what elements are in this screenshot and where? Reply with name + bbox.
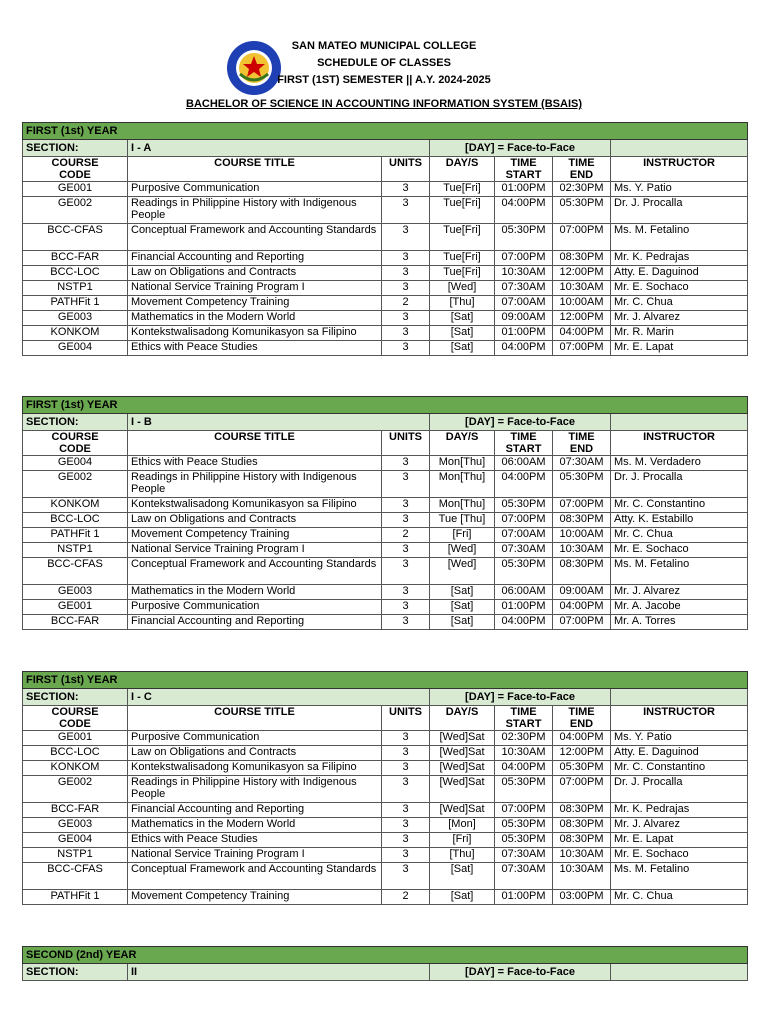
col-header-code: COURSE CODE <box>23 157 128 182</box>
document-header <box>0 36 768 116</box>
table-row <box>23 818 748 833</box>
instructor: Mr. A. Torres <box>611 615 748 630</box>
col-header-end: TIME END <box>553 706 611 731</box>
course-units: 3 <box>382 761 430 776</box>
time-end: 08:30PM <box>553 513 611 528</box>
course-days: [Sat] <box>430 341 495 356</box>
table-row <box>23 456 748 471</box>
course-days: Tue[Fri] <box>430 251 495 266</box>
course-code: BCC-FAR <box>23 251 128 266</box>
time-start: 05:30PM <box>495 558 553 585</box>
col-header-start: TIME START <box>495 431 553 456</box>
section-blank <box>611 964 748 981</box>
course-code: NSTP1 <box>23 281 128 296</box>
instructor: Atty. E. Daguinod <box>611 746 748 761</box>
course-title: Readings in Philippine History with Indigenous People <box>128 776 382 803</box>
time-end: 03:00PM <box>553 890 611 905</box>
course-title: Ethics with Peace Studies <box>128 456 382 471</box>
table-row <box>23 251 748 266</box>
time-start: 07:30AM <box>495 863 553 890</box>
col-header-end: TIME END <box>553 157 611 182</box>
time-end: 07:00PM <box>553 341 611 356</box>
course-title: Financial Accounting and Reporting <box>128 615 382 630</box>
course-units: 2 <box>382 890 430 905</box>
table-row <box>23 615 748 630</box>
course-units: 3 <box>382 585 430 600</box>
time-start: 04:00PM <box>495 471 553 498</box>
course-units: 3 <box>382 818 430 833</box>
instructor: Mr. K. Pedrajas <box>611 251 748 266</box>
course-units: 3 <box>382 311 430 326</box>
instructor: Ms. M. Verdadero <box>611 456 748 471</box>
schedule-block-2 <box>22 396 747 630</box>
document-title: SCHEDULE OF CLASSES <box>317 57 451 69</box>
course-days: [Sat] <box>430 311 495 326</box>
course-code: BCC-FAR <box>23 615 128 630</box>
course-units: 3 <box>382 848 430 863</box>
col-header-end: TIME END <box>553 431 611 456</box>
course-code: GE002 <box>23 471 128 498</box>
semester-line: FIRST (1ST) SEMESTER || A.Y. 2024-2025 <box>277 74 491 86</box>
schedule-block-3 <box>22 671 747 905</box>
course-units: 3 <box>382 498 430 513</box>
instructor: Mr. J. Alvarez <box>611 818 748 833</box>
course-code: PATHFit 1 <box>23 296 128 311</box>
col-header-units: UNITS <box>382 706 430 731</box>
section-blank <box>611 414 748 431</box>
course-days: [Sat] <box>430 326 495 341</box>
table-row <box>23 182 748 197</box>
section-value: I - C <box>128 689 430 706</box>
course-title: Law on Obligations and Contracts <box>128 513 382 528</box>
instructor: Atty. K. Estabillo <box>611 513 748 528</box>
table-row <box>23 326 748 341</box>
course-code: GE001 <box>23 182 128 197</box>
course-days: Tue[Fri] <box>430 182 495 197</box>
course-title: Movement Competency Training <box>128 890 382 905</box>
time-start: 05:30PM <box>495 498 553 513</box>
col-header-title: COURSE TITLE <box>128 706 382 731</box>
course-code: GE001 <box>23 731 128 746</box>
course-units: 3 <box>382 615 430 630</box>
time-end: 05:30PM <box>553 471 611 498</box>
table-row <box>23 833 748 848</box>
table-row <box>23 543 748 558</box>
time-start: 06:00AM <box>495 456 553 471</box>
col-header-days: DAY/S <box>430 157 495 182</box>
course-days: [Wed] <box>430 558 495 585</box>
time-start: 04:00PM <box>495 761 553 776</box>
course-title: Movement Competency Training <box>128 296 382 311</box>
course-title: Movement Competency Training <box>128 528 382 543</box>
course-code: GE003 <box>23 585 128 600</box>
schedule-table <box>22 122 748 356</box>
instructor: Mr. C. Chua <box>611 296 748 311</box>
course-days: [Fri] <box>430 833 495 848</box>
program-title: BACHELOR OF SCIENCE IN ACCOUNTING INFORMATION SYSTEM (BSAIS) <box>186 98 582 110</box>
course-units: 3 <box>382 776 430 803</box>
table-row <box>23 513 748 528</box>
course-title: Conceptual Framework and Accounting Standards <box>128 558 382 585</box>
time-end: 08:30PM <box>553 803 611 818</box>
time-start: 01:00PM <box>495 600 553 615</box>
col-header-title: COURSE TITLE <box>128 431 382 456</box>
col-header-days: DAY/S <box>430 706 495 731</box>
time-start: 07:30AM <box>495 543 553 558</box>
course-units: 3 <box>382 731 430 746</box>
time-end: 09:00AM <box>553 585 611 600</box>
time-start: 05:30PM <box>495 776 553 803</box>
time-start: 01:00PM <box>495 326 553 341</box>
instructor: Atty. E. Daguinod <box>611 266 748 281</box>
time-end: 04:00PM <box>553 326 611 341</box>
day-note: [DAY] = Face-to-Face <box>430 414 611 431</box>
course-units: 3 <box>382 513 430 528</box>
table-row <box>23 890 748 905</box>
time-end: 12:00PM <box>553 311 611 326</box>
course-code: PATHFit 1 <box>23 528 128 543</box>
table-row <box>23 761 748 776</box>
table-row <box>23 600 748 615</box>
course-title: National Service Training Program I <box>128 848 382 863</box>
time-end: 08:30PM <box>553 833 611 848</box>
time-start: 01:00PM <box>495 890 553 905</box>
course-title: Kontekstwalisadong Komunikasyon sa Filipino <box>128 326 382 341</box>
course-code: NSTP1 <box>23 848 128 863</box>
instructor: Mr. J. Alvarez <box>611 311 748 326</box>
course-units: 3 <box>382 600 430 615</box>
course-units: 3 <box>382 182 430 197</box>
course-code: GE002 <box>23 197 128 224</box>
time-end: 07:30AM <box>553 456 611 471</box>
time-start: 07:00PM <box>495 513 553 528</box>
year-label: FIRST (1st) YEAR <box>23 397 748 414</box>
instructor: Mr. A. Jacobe <box>611 600 748 615</box>
schedule-block-4 <box>22 946 747 981</box>
course-days: [Wed]Sat <box>430 731 495 746</box>
instructor: Mr. E. Sochaco <box>611 281 748 296</box>
course-days: Tue[Fri] <box>430 197 495 224</box>
instructor: Mr. E. Lapat <box>611 833 748 848</box>
instructor: Ms. M. Fetalino <box>611 224 748 251</box>
time-end: 10:30AM <box>553 543 611 558</box>
course-days: [Wed]Sat <box>430 761 495 776</box>
course-code: BCC-CFAS <box>23 224 128 251</box>
course-title: Kontekstwalisadong Komunikasyon sa Filipino <box>128 761 382 776</box>
course-days: Tue [Thu] <box>430 513 495 528</box>
section-label: SECTION: <box>23 964 128 981</box>
col-header-instructor: INSTRUCTOR <box>611 431 748 456</box>
course-units: 3 <box>382 266 430 281</box>
time-start: 06:00AM <box>495 585 553 600</box>
course-days: [Sat] <box>430 863 495 890</box>
table-row <box>23 471 748 498</box>
col-header-start: TIME START <box>495 157 553 182</box>
course-title: Mathematics in the Modern World <box>128 585 382 600</box>
course-code: GE002 <box>23 776 128 803</box>
course-code: BCC-LOC <box>23 266 128 281</box>
instructor: Dr. J. Procalla <box>611 776 748 803</box>
section-blank <box>611 689 748 706</box>
course-title: Conceptual Framework and Accounting Standards <box>128 863 382 890</box>
section-label: SECTION: <box>23 689 128 706</box>
course-days: [Wed] <box>430 543 495 558</box>
course-title: Mathematics in the Modern World <box>128 311 382 326</box>
time-start: 02:30PM <box>495 731 553 746</box>
course-code: GE004 <box>23 341 128 356</box>
day-note: [DAY] = Face-to-Face <box>430 964 611 981</box>
table-row <box>23 803 748 818</box>
time-start: 09:00AM <box>495 311 553 326</box>
course-code: BCC-CFAS <box>23 558 128 585</box>
course-units: 3 <box>382 326 430 341</box>
course-days: Mon[Thu] <box>430 471 495 498</box>
course-title: Purposive Communication <box>128 600 382 615</box>
time-end: 10:30AM <box>553 863 611 890</box>
course-days: [Mon] <box>430 818 495 833</box>
instructor: Ms. M. Fetalino <box>611 863 748 890</box>
time-start: 01:00PM <box>495 182 553 197</box>
course-days: [Sat] <box>430 615 495 630</box>
course-units: 3 <box>382 833 430 848</box>
course-title: Law on Obligations and Contracts <box>128 746 382 761</box>
section-value: I - B <box>128 414 430 431</box>
year-label: FIRST (1st) YEAR <box>23 672 748 689</box>
table-row <box>23 528 748 543</box>
time-end: 12:00PM <box>553 746 611 761</box>
time-end: 07:00PM <box>553 776 611 803</box>
time-start: 10:30AM <box>495 266 553 281</box>
course-title: Financial Accounting and Reporting <box>128 803 382 818</box>
section-blank <box>611 140 748 157</box>
course-code: GE004 <box>23 456 128 471</box>
course-units: 3 <box>382 341 430 356</box>
time-end: 02:30PM <box>553 182 611 197</box>
course-title: Purposive Communication <box>128 182 382 197</box>
course-days: [Wed]Sat <box>430 776 495 803</box>
course-code: KONKOM <box>23 761 128 776</box>
course-days: Mon[Thu] <box>430 498 495 513</box>
instructor: Dr. J. Procalla <box>611 197 748 224</box>
time-start: 07:00PM <box>495 803 553 818</box>
section-label: SECTION: <box>23 414 128 431</box>
col-header-instructor: INSTRUCTOR <box>611 706 748 731</box>
col-header-code: COURSE CODE <box>23 706 128 731</box>
course-days: [Fri] <box>430 528 495 543</box>
course-title: Conceptual Framework and Accounting Standards <box>128 224 382 251</box>
time-end: 04:00PM <box>553 731 611 746</box>
instructor: Mr. E. Lapat <box>611 341 748 356</box>
col-header-units: UNITS <box>382 431 430 456</box>
time-end: 10:30AM <box>553 281 611 296</box>
instructor: Dr. J. Procalla <box>611 471 748 498</box>
col-header-start: TIME START <box>495 706 553 731</box>
course-code: KONKOM <box>23 326 128 341</box>
course-code: NSTP1 <box>23 543 128 558</box>
course-code: GE003 <box>23 311 128 326</box>
table-row <box>23 296 748 311</box>
section-value: I - A <box>128 140 430 157</box>
instructor: Mr. R. Marin <box>611 326 748 341</box>
time-end: 05:30PM <box>553 761 611 776</box>
course-days: [Thu] <box>430 296 495 311</box>
time-end: 04:00PM <box>553 600 611 615</box>
time-start: 07:00PM <box>495 251 553 266</box>
course-code: BCC-CFAS <box>23 863 128 890</box>
time-end: 10:00AM <box>553 528 611 543</box>
time-start: 04:00PM <box>495 197 553 224</box>
table-row <box>23 224 748 251</box>
year-label: SECOND (2nd) YEAR <box>23 947 748 964</box>
course-title: Purposive Communication <box>128 731 382 746</box>
instructor: Mr. K. Pedrajas <box>611 803 748 818</box>
instructor: Ms. Y. Patio <box>611 731 748 746</box>
time-start: 07:30AM <box>495 281 553 296</box>
time-end: 08:30PM <box>553 558 611 585</box>
instructor: Mr. E. Sochaco <box>611 848 748 863</box>
course-title: Law on Obligations and Contracts <box>128 266 382 281</box>
course-units: 3 <box>382 558 430 585</box>
time-start: 07:30AM <box>495 848 553 863</box>
time-start: 05:30PM <box>495 833 553 848</box>
course-title: Readings in Philippine History with Indigenous People <box>128 471 382 498</box>
time-end: 10:00AM <box>553 296 611 311</box>
course-title: National Service Training Program I <box>128 543 382 558</box>
course-days: Mon[Thu] <box>430 456 495 471</box>
schedule-table <box>22 671 748 905</box>
course-code: GE004 <box>23 833 128 848</box>
course-days: [Wed]Sat <box>430 803 495 818</box>
course-code: BCC-LOC <box>23 746 128 761</box>
table-row <box>23 731 748 746</box>
time-end: 07:00PM <box>553 224 611 251</box>
table-row <box>23 848 748 863</box>
table-row <box>23 266 748 281</box>
course-units: 3 <box>382 471 430 498</box>
course-code: GE003 <box>23 818 128 833</box>
time-start: 05:30PM <box>495 224 553 251</box>
course-days: [Wed]Sat <box>430 746 495 761</box>
instructor: Mr. C. Constantino <box>611 498 748 513</box>
instructor: Mr. E. Sochaco <box>611 543 748 558</box>
college-name: SAN MATEO MUNICIPAL COLLEGE <box>291 40 477 52</box>
time-end: 08:30PM <box>553 818 611 833</box>
table-row <box>23 585 748 600</box>
time-start: 10:30AM <box>495 746 553 761</box>
table-row <box>23 558 748 585</box>
course-days: Tue[Fri] <box>430 266 495 281</box>
course-title: Readings in Philippine History with Indigenous People <box>128 197 382 224</box>
time-end: 08:30PM <box>553 251 611 266</box>
table-row <box>23 746 748 761</box>
course-units: 3 <box>382 863 430 890</box>
course-days: [Sat] <box>430 600 495 615</box>
course-units: 3 <box>382 197 430 224</box>
table-row <box>23 197 748 224</box>
course-title: Financial Accounting and Reporting <box>128 251 382 266</box>
course-units: 2 <box>382 296 430 311</box>
course-units: 2 <box>382 528 430 543</box>
instructor: Mr. C. Chua <box>611 890 748 905</box>
course-days: [Sat] <box>430 585 495 600</box>
course-code: PATHFit 1 <box>23 890 128 905</box>
instructor: Mr. C. Constantino <box>611 761 748 776</box>
col-header-instructor: INSTRUCTOR <box>611 157 748 182</box>
course-units: 3 <box>382 456 430 471</box>
section-value: II <box>128 964 430 981</box>
instructor: Ms. Y. Patio <box>611 182 748 197</box>
course-units: 3 <box>382 543 430 558</box>
table-row <box>23 498 748 513</box>
course-days: [Sat] <box>430 890 495 905</box>
table-row <box>23 311 748 326</box>
col-header-code: COURSE CODE <box>23 431 128 456</box>
col-header-days: DAY/S <box>430 431 495 456</box>
instructor: Mr. J. Alvarez <box>611 585 748 600</box>
course-title: Ethics with Peace Studies <box>128 341 382 356</box>
course-units: 3 <box>382 803 430 818</box>
col-header-units: UNITS <box>382 157 430 182</box>
course-title: Ethics with Peace Studies <box>128 833 382 848</box>
time-start: 04:00PM <box>495 341 553 356</box>
table-row <box>23 341 748 356</box>
course-code: GE001 <box>23 600 128 615</box>
time-end: 05:30PM <box>553 197 611 224</box>
table-row <box>23 863 748 890</box>
time-end: 12:00PM <box>553 266 611 281</box>
time-start: 07:00AM <box>495 528 553 543</box>
schedule-table <box>22 396 748 630</box>
section-label: SECTION: <box>23 140 128 157</box>
time-end: 07:00PM <box>553 615 611 630</box>
course-units: 3 <box>382 746 430 761</box>
year-label: FIRST (1st) YEAR <box>23 123 748 140</box>
course-title: National Service Training Program I <box>128 281 382 296</box>
course-title: Mathematics in the Modern World <box>128 818 382 833</box>
course-days: Tue[Fri] <box>430 224 495 251</box>
col-header-title: COURSE TITLE <box>128 157 382 182</box>
course-days: [Thu] <box>430 848 495 863</box>
time-start: 07:00AM <box>495 296 553 311</box>
course-title: Kontekstwalisadong Komunikasyon sa Filipino <box>128 498 382 513</box>
instructor: Mr. C. Chua <box>611 528 748 543</box>
course-code: BCC-LOC <box>23 513 128 528</box>
course-code: KONKOM <box>23 498 128 513</box>
time-end: 10:30AM <box>553 848 611 863</box>
table-row <box>23 776 748 803</box>
course-units: 3 <box>382 251 430 266</box>
course-units: 3 <box>382 224 430 251</box>
schedule-block-1 <box>22 122 747 356</box>
time-end: 07:00PM <box>553 498 611 513</box>
schedule-table <box>22 946 748 981</box>
day-note: [DAY] = Face-to-Face <box>430 140 611 157</box>
course-units: 3 <box>382 281 430 296</box>
day-note: [DAY] = Face-to-Face <box>430 689 611 706</box>
table-row <box>23 281 748 296</box>
instructor: Ms. M. Fetalino <box>611 558 748 585</box>
course-code: BCC-FAR <box>23 803 128 818</box>
course-days: [Wed] <box>430 281 495 296</box>
time-start: 04:00PM <box>495 615 553 630</box>
time-start: 05:30PM <box>495 818 553 833</box>
